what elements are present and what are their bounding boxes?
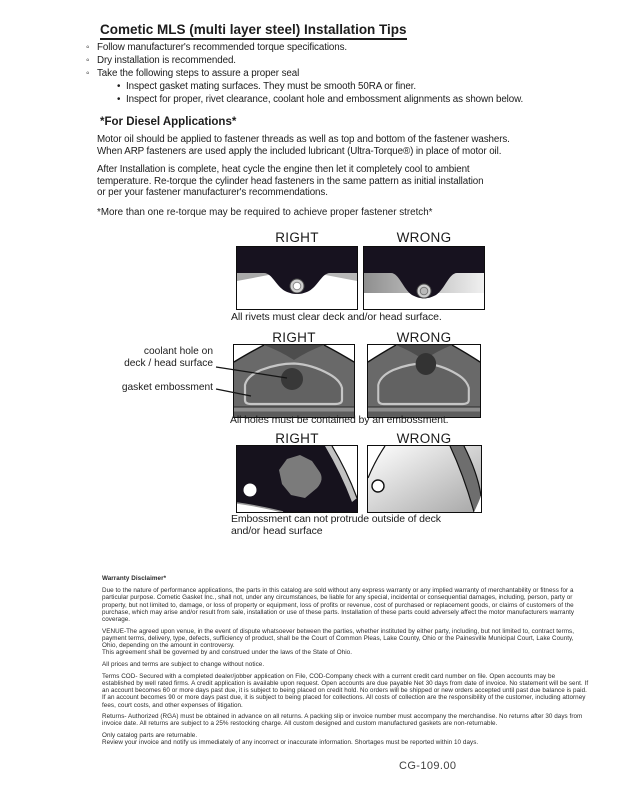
diesel-paragraph-2 [97,164,484,199]
callout-gasket-embossment [95,382,213,394]
page-code: CG-109.00 [399,760,457,772]
bullet-item [86,67,523,80]
retorque-note: *More than one re-torque may be required to achieve proper fastener stretch* [97,207,433,218]
callout-line: deck / head surface [124,358,213,369]
bullet-text: Follow manufacturer's recommended torque specifications. [97,42,348,53]
wrong-label: WRONG [396,230,452,245]
diagram-embossment-right [233,344,355,418]
hole-in-embossment-right-icon [234,345,354,417]
diagram-rivet-right [236,246,358,310]
bullet-item [86,41,523,54]
caption-line: Embossment can not protrude outside of deck [231,513,441,525]
legal-heading: Warranty Disclaimer* [102,575,167,582]
bullet-text: Inspect for proper, rivet clearance, coolant hole and embossment alignments as shown below. [126,94,524,105]
diagram-protrude-right [236,445,358,513]
bullet-item [86,54,523,67]
intro-bullet-list [86,41,523,106]
bullet-text: Take the following steps to assure a proper seal [97,68,300,79]
legal-paragraph-prices: All prices and terms are subject to change without notice. [102,661,265,669]
callout-coolant-hole [95,346,213,370]
legal-text: This agreement shall be governed by and construed under the laws of the State of Ohio. [102,649,353,657]
bullet-marker: • [117,94,121,105]
wrong-label: WRONG [396,330,452,345]
callout-line: gasket embossment [121,382,213,393]
embossment-contained-wrong-icon [368,446,481,512]
hole-in-embossment-wrong-icon [368,345,480,417]
legal-paragraph-venue [102,628,589,657]
wrong-label: WRONG [396,431,452,446]
page-title: Cometic MLS (multi layer steel) Installation Tips [100,22,407,40]
rivet-clearance-right-icon [237,247,357,309]
right-label: RIGHT [275,431,319,446]
paragraph-line: When ARP fasteners are used apply the included lubricant (Ultra-Torque®) in place of motor oil. [97,145,502,157]
rivet-clearance-wrong-icon [364,247,484,309]
diagram-protrude-wrong [367,445,482,513]
bullet-marker: ◦ [86,68,90,79]
diesel-paragraph-1 [97,134,510,157]
callout-line: coolant hole on [143,346,213,357]
bullet-text: Dry installation is recommended. [97,55,236,66]
legal-paragraph-warranty: Due to the nature of performance applications, the parts in this catalog are sold without any express warranty or any implied warranty of merchantability or fitness for a particular purpose. Cometic Gasket Inc., shall not, under any circumstances, be liable for any special, incidental or consequential damages, including, person, party or property, but not limited to, damage, or loss of property or equipment, loss of profits or revenue, cost of purchased or replacement goods, or claims of customers of the purchase, which may arise and/or result from sale, installation or use of these parts. Installation of these parts could adversely affect the motor manufacturers warranty coverage. [102,587,575,624]
diagram-rivet-wrong [363,246,485,310]
diagram-caption-row1: All rivets must clear deck and/or head surface. [231,311,442,323]
paragraph-line: temperature. Re-torque the cylinder head fasteners in the same pattern as initial installation [97,175,484,187]
legal-paragraph-returns: Returns- Authorized (RGA) must be obtained in advance on all returns. A packing slip or invoice number must accompany the merchandise. No returns after 30 days from invoice date. All returns are subject to a 25% restocking charge. All custom designed and custom manufactured gaskets are non-returnable. [102,713,583,728]
sub-bullet-item [86,93,523,106]
legal-paragraph-terms: Terms COD- Secured with a completed dealer/jobber application on File, COD-Company check with a current credit card number on file. Open accounts may be established by well rated firms. A credit application is available upon request. Open accounts are due payable Net 30 days from date of invoice. No statement will be sent. If an account becomes 60 or more days past due, it is subject to being placed on credit hold. No orders will be shipped or new orders accepted until past due balance is paid. If an account becomes 90 or more days past due, it is subject to being placed for collections. All costs of collection are the responsibility of the customer, including attorney fees, court costs, and other expenses of litigation. [102,672,589,709]
legal-text: Only catalog parts are returnable. [102,732,198,740]
legal-text: VENUE-The agreed upon venue, in the event of dispute whatsoever between the parties, whether instituted by either party, including, but not limited to, contract terms, payment terms, delivery, type, defects, sufficiency of product, shall be the Court of Common Pleas, Lake County, Ohio or the Painesville Municipal Court, Lake County, Ohio, depending on the amount in controversy. [102,627,575,650]
paragraph-line: After Installation is complete, heat cycle the engine then let it completely cool to ambient [97,164,470,175]
paragraph-line: or per your fastener manufacturer's recommendations. [97,187,328,198]
paragraph-line: Motor oil should be applied to fastener threads as well as top and bottom of the fastener washers. [97,134,510,145]
diagram-caption-row3 [231,514,441,537]
caption-line: and/or head surface [231,524,323,537]
embossment-contained-right-icon [237,446,357,512]
right-label: RIGHT [275,230,319,245]
diagram-caption-row2: All holes must be contained by an embossment. [230,414,449,426]
legal-paragraph-catalog [102,732,589,746]
sub-bullet-item [86,80,523,93]
bullet-text: Inspect gasket mating surfaces. They must be smooth 50RA or finer. [126,81,416,92]
bullet-marker: ◦ [86,55,90,66]
legal-text: Review your invoice and notify us immediately of any incorrect or inaccurate information. Shortages must be reported within 10 days. [102,739,479,747]
right-label: RIGHT [272,330,316,345]
legal-section [102,575,589,751]
bullet-marker: • [117,81,121,92]
diagram-embossment-wrong [367,344,481,418]
diesel-heading: *For Diesel Applications* [100,116,237,128]
bullet-marker: ◦ [86,42,90,53]
